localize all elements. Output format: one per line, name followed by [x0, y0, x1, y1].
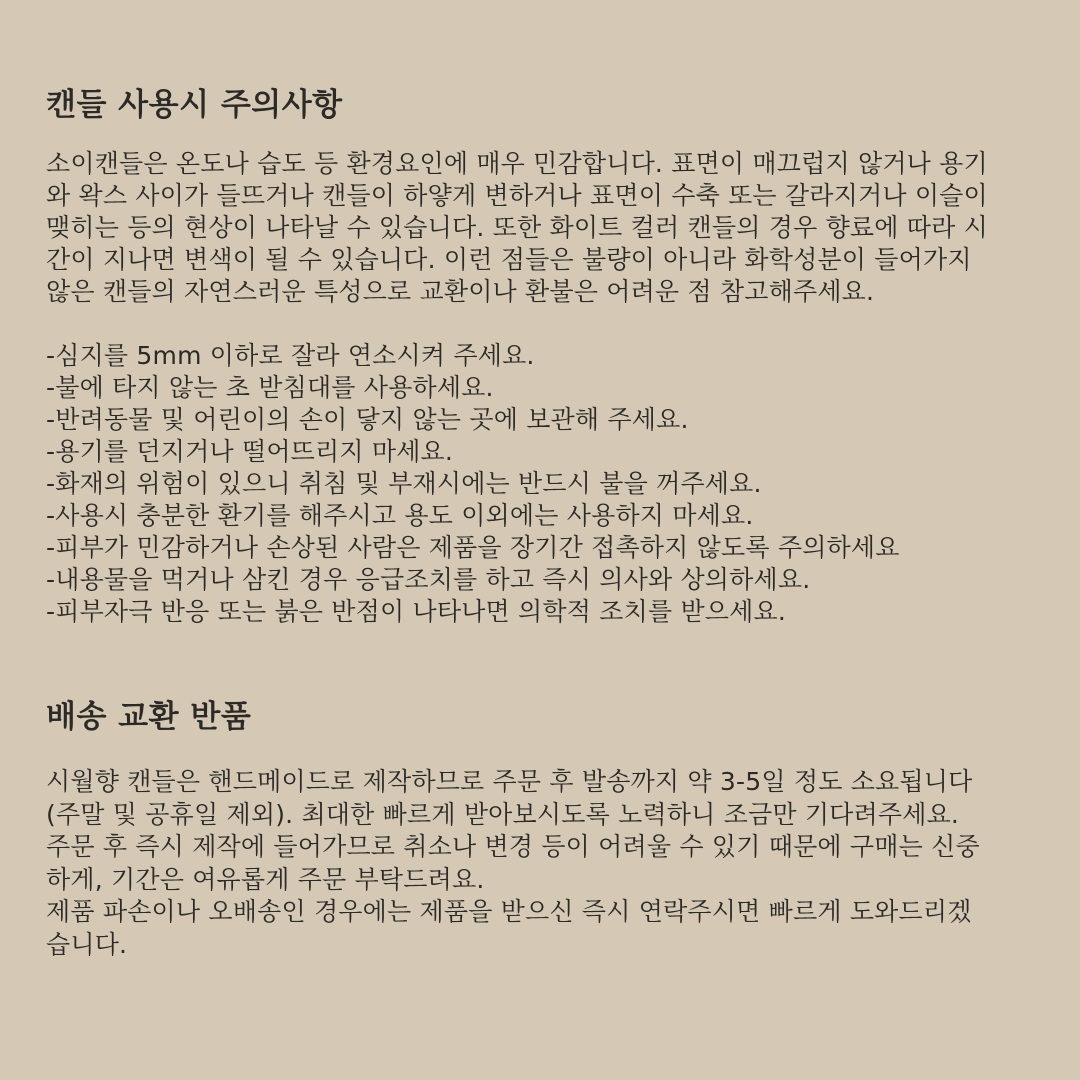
shipping-line: 습니다.	[46, 929, 128, 959]
intro-line: 맺히는 등의 현상이 나타날 수 있습니다. 또한 화이트 컬러 캔들의 경우 향료에 따라 시	[46, 213, 988, 242]
shipping-line: 하게, 기간은 여유롭게 주문 부탁드려요.	[46, 864, 485, 894]
intro-line: 않은 캔들의 자연스러운 특성으로 교환이나 환불은 어려운 점 참고해주세요.	[46, 277, 875, 306]
shipping-body	[46, 766, 1034, 961]
candle-caution-intro	[46, 148, 1034, 308]
caution-rule-item: -화재의 위험이 있으니 취침 및 부재시에는 반드시 불을 꺼주세요.	[46, 469, 762, 498]
shipping-line: 주문 후 즉시 제작에 들어가므로 취소나 변경 등이 어려울 수 있기 때문에 구매는 신중	[46, 832, 980, 861]
shipping-line: 제품 파손이나 오배송인 경우에는 제품을 받으신 즉시 연락주시면 빠르게 도와드리겠	[46, 897, 972, 926]
shipping-line: (주말 및 공휴일 제외). 최대한 빠르게 받아보시도록 노력하니 조금만 기다려주세요.	[46, 799, 960, 829]
caution-rule-item: -피부자극 반응 또는 붉은 반점이 나타나면 의학적 조치를 받으세요.	[46, 597, 786, 626]
intro-line: 소이캔들은 온도나 습도 등 환경요인에 매우 민감합니다. 표면이 매끄럽지 않거나 용기	[46, 149, 988, 178]
caution-rule-item: -심지를 5mm 이하로 잘라 연소시켜 주세요.	[46, 341, 535, 370]
caution-rule-item: -용기를 던지거나 떨어뜨리지 마세요.	[46, 437, 454, 466]
shipping-title: 배송 교환 반품	[46, 699, 252, 735]
caution-rule-item: -내용물을 먹거나 삼킨 경우 응급조치를 하고 즉시 의사와 상의하세요.	[46, 565, 811, 594]
shipping-section	[46, 694, 1034, 961]
candle-caution-section	[46, 82, 1034, 628]
intro-line: 와 왁스 사이가 들뜨거나 캔들이 하얗게 변하거나 표면이 수축 또는 갈라지거나 이슬이	[46, 181, 988, 210]
caution-rules-list	[46, 340, 1034, 628]
candle-caution-title: 캔들 사용시 주의사항	[46, 87, 343, 123]
caution-rule-item: -피부가 민감하거나 손상된 사람은 제품을 장기간 접촉하지 않도록 주의하세요	[46, 533, 900, 562]
caution-rule-item: -반려동물 및 어린이의 손이 닿지 않는 곳에 보관해 주세요.	[46, 405, 689, 434]
shipping-line: 시월향 캔들은 핸드메이드로 제작하므로 주문 후 발송까지 약 3-5일 정도 소요됩니다	[46, 767, 973, 796]
caution-rule-item: -사용시 충분한 환기를 해주시고 용도 이외에는 사용하지 마세요.	[46, 501, 754, 530]
intro-line: 간이 지나면 변색이 될 수 있습니다. 이런 점들은 불량이 아니라 화학성분이 들어가지	[46, 245, 972, 274]
caution-rule-item: -불에 타지 않는 초 받침대를 사용하세요.	[46, 373, 494, 402]
